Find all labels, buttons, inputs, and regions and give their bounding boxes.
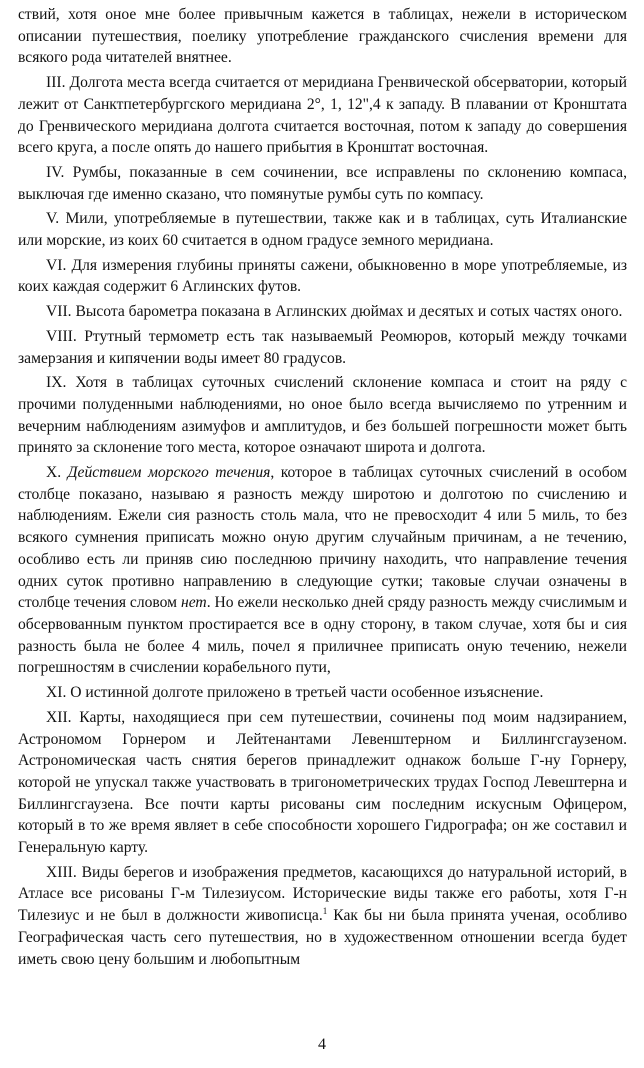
paragraph-text: VI. Для измерения глубины приняты сажени, обыкновенно в море употребляемые, из коих каждая содержит 6 Аглинских футов.	[18, 256, 627, 296]
paragraph-text: IV. Румбы, показанные в сем сочинении, все исправлены по склонению компаса, выключая где именно сказано, что помянутые румбы суть по компасу.	[18, 163, 627, 203]
paragraph-viii	[18, 326, 627, 369]
paragraph-iii	[18, 72, 627, 159]
paragraph-text: V. Мили, употребляемые в путешествии, также как и в таблицах, суть Италианские или морские, из коих 60 считается в одном градусе земного меридиана.	[18, 210, 627, 250]
paragraph-text: . Но ежели несколько дней сряду разность между счислимым и обсервованным пунктом простирается все в одну сторону, в таком случае, хотя бы и сия разность была не более 4 миль, почел я приличнее приписать оную течению, нежели погрешностям в счислении корабельного пути,	[18, 594, 627, 677]
paragraph-xii	[18, 707, 627, 859]
paragraph-xi	[18, 682, 627, 704]
paragraph-text: Как бы ни была принята ученая, особливо Географическая часть сего путешествия, но в художественном отношении всегда будет иметь свою цену большим и любопытным	[18, 907, 628, 968]
paragraph-text: IX. Хотя в таблицах суточных счислений склонение компаса и стоит на ряду с прочими полуденными наблюдениями, но оное было всегда вычисляемо по утренним и вечерним наблюдениям азимуфов и амплитудов, и без большей погрешности может быть принято за склонение того места, которое означают широта и долгота.	[18, 374, 627, 457]
page-number: 4	[318, 1036, 326, 1053]
paragraph-iv	[18, 162, 627, 205]
paragraph-v	[18, 208, 627, 251]
paragraph-text: VIII. Ртутный термометр есть так называемый Реомюров, который между точками замерзания и кипячении воды имеет 80 градусов.	[18, 327, 627, 367]
paragraph-vii	[18, 301, 627, 323]
paragraph-x	[18, 462, 627, 679]
footnote-marker[interactable]: 1	[322, 905, 328, 916]
italic-term: Действием морского течения	[67, 464, 271, 482]
paragraph-text: XI. О истинной долготе приложено в третьей части особенное изъяснение.	[46, 684, 544, 702]
paragraph-text: X.	[46, 464, 68, 482]
paragraph-text: VII. Высота барометра показана в Аглинских дюймах и десятых и сотых частях оного.	[46, 303, 623, 321]
italic-term: нет	[180, 594, 207, 612]
paragraph-text: , которое в таблицах суточных счислений в особом столбце показано, называю я разность между широтою и долготою по счислению и наблюдениям. Ежели сия разность столь мала, что не превосходит 4 или 5 миль, то без всякого сумнения приписать можно оную другим случайным причинам, а не течению, особливо есть ли приняв сию последнюю причину находить, что направление течения одних суток противно направлению в следующие сутки; таковые случаи означены в столбце течения словом	[18, 464, 628, 612]
paragraph-text: ствий, хотя оное мне более привычным кажется в таблицах, нежели в историческом описании путешествия, поелику употребление гражданского счисления времени для всякого рода читателей внятнее.	[18, 6, 627, 67]
paragraph-text: XII. Карты, находящиеся при сем путешествии, сочинены под моим надзиранием, Астрономом Горнером и Лейтенантами Левенштерном и Биллингсгаузеном. Астрономическая часть снятия берегов принадлежит однакож больше Г-ну Горнеру, которой не упускал также участвовать в тригонометрических трудах Господ Левештерна и Биллингсгаузена. Все почти карты рисованы сим последним искусным Офицером, который в то же время являет в себе способности хорошего Гидрографа; он же составил и Генеральную карту.	[18, 708, 627, 857]
paragraph-text: XIII. Виды берегов и изображения предметов, касающихся до натуральной историй, в Атласе все рисованы Г-м Тилезиусом. Исторические виды также его работы, хотя Г-н Тилезиус и не был в должности живописца.	[18, 863, 627, 925]
paragraph-text: III. Долгота места всегда считается от меридиана Гренвической обсерватории, который лежит от Санктпетербургского меридиана 2°, 1, 12",4 к западу. В плавании от Кронштата до Гренвического меридиана долгота считается восточная, потом к западу до совершения всего круга, а после опять до нашего прибытия в Кронштат восточная.	[18, 74, 627, 157]
paragraph-vi	[18, 255, 627, 298]
paragraph-xiii	[18, 862, 627, 971]
paragraph-ix	[18, 372, 627, 459]
paragraph-continuation	[18, 4, 627, 69]
